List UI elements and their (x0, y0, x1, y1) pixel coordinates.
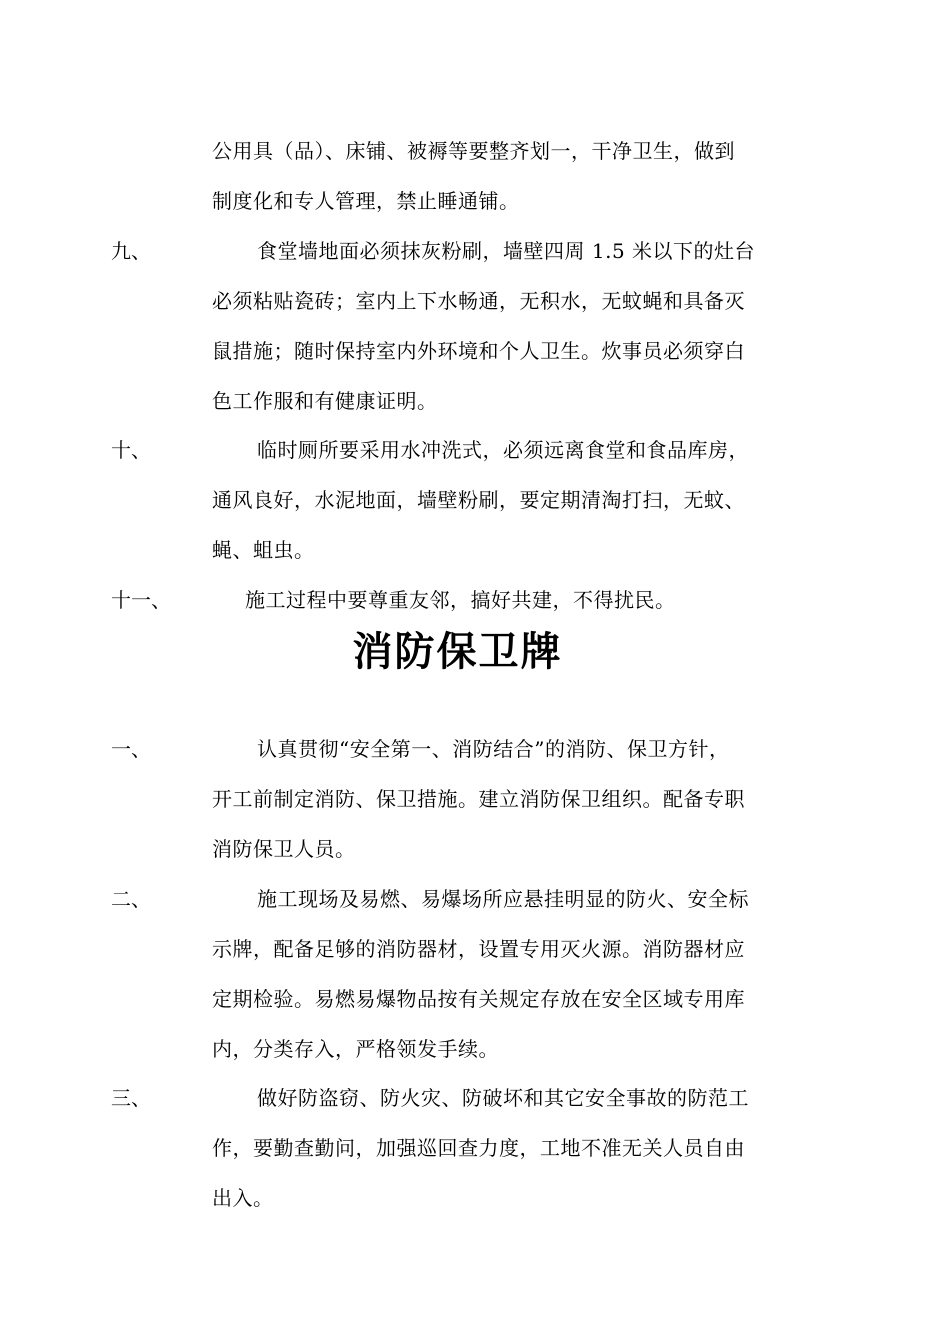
continuation-line: 制度化和专人管理，禁止睡通铺。 (212, 189, 520, 213)
section-title: 消防保卫牌 (352, 629, 563, 675)
item-line: 出入。 (212, 1186, 274, 1210)
item-line: 认真贯彻“安全第一、消防结合”的消防、保卫方针， (257, 737, 730, 761)
item-line: 色工作服和有健康证明。 (212, 389, 438, 413)
item-number: 三、 (111, 1086, 151, 1110)
item-line: 消防保卫人员。 (212, 837, 356, 861)
item-line: 作，要勤查勤问，加强巡回查力度，工地不准无关人员自由 (212, 1136, 745, 1160)
item-line: 施工现场及易燃、易爆场所应悬挂明显的防火、安全标 (257, 887, 749, 911)
item-line: 做好防盗窃、防火灾、防破坏和其它安全事故的防范工 (257, 1086, 749, 1110)
item-line: 定期检验。易燃易爆物品按有关规定存放在安全区域专用库 (212, 987, 745, 1011)
item-line: 示牌，配备足够的消防器材，设置专用灭火源。消防器材应 (212, 937, 745, 961)
item-number: 二、 (111, 887, 151, 911)
item-line: 临时厕所要采用水冲洗式，必须远离食堂和食品库房， (257, 438, 749, 462)
item-line: 必须粘贴瓷砖；室内上下水畅通，无积水，无蚊蝇和具备灭 (212, 289, 745, 313)
item-line: 施工过程中要尊重友邻，搞好共建，不得扰民。 (245, 588, 676, 612)
item-line: 内，分类存入，严格领发手续。 (212, 1037, 499, 1061)
item-number: 一、 (111, 737, 151, 761)
item-line: 蝇、蛆虫。 (212, 538, 315, 562)
item-line: 开工前制定消防、保卫措施。建立消防保卫组织。配备专职 (212, 787, 745, 811)
item-number: 十、 (111, 438, 151, 462)
item-line: 通风良好，水泥地面，墙壁粉刷，要定期清淘打扫，无蚊、 (212, 488, 745, 512)
item-number: 十一、 (111, 588, 171, 612)
continuation-line: 公用具（品）、床铺、被褥等要整齐划一，干净卫生，做到 (212, 139, 735, 163)
item-number: 九、 (111, 239, 151, 263)
item-line: 食堂墙地面必须抹灰粉刷，墙壁四周 1.5 米以下的灶台 (257, 239, 756, 263)
item-line: 鼠措施；随时保持室内外环境和个人卫生。炊事员必须穿白 (212, 339, 745, 363)
